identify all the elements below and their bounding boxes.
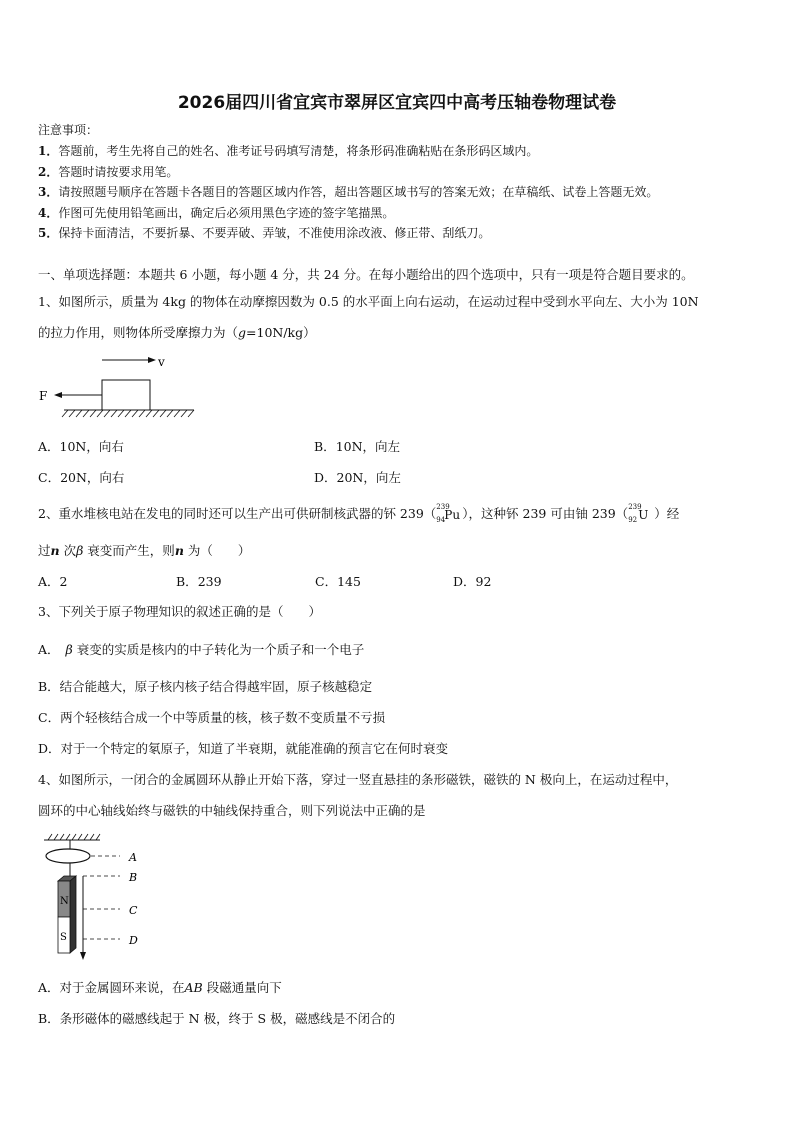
question-1-stem-cont: 的拉力作用，则物体所受摩擦力为（g=10N/kg） <box>38 325 316 340</box>
question-2-stem: 2、重水堆核电站在发电的同时还可以生产出可供研制核武器的钚 239（ 239 94 Pu ），这种钚 239 可由铀 239（ 239 92 U ）经 <box>38 502 680 524</box>
notice-heading: 注意事项： <box>38 123 99 137</box>
question-2-option-b[interactable]: B．239 <box>176 574 222 589</box>
south-pole-label: S <box>60 932 67 943</box>
point-c-label: C <box>129 904 138 917</box>
question-4-stem-cont: 圆环的中心轴线始终与磁铁的中轴线保持重合，则下列说法中正确的是 <box>38 803 426 818</box>
question-3-option-b[interactable]: B．结合能越大，原子核内核子结合得越牢固，原子核越稳定 <box>38 679 373 694</box>
magnet-ring-figure <box>38 832 153 964</box>
notice-item: 5．保持卡面清洁，不要折暴、不要弄破、弄皱，不准使用涂改液、修正带、刮纸刀。 <box>38 226 491 240</box>
question-1-option-a[interactable]: A．10N，向右 <box>38 439 124 454</box>
question-4-option-b[interactable]: B．条形磁体的磁感线起于 N 极，终于 S 极，磁感线是不闭合的 <box>38 1011 396 1026</box>
point-a-label: A <box>129 851 137 864</box>
north-pole-label: N <box>60 896 69 907</box>
notice-item: 2．答题时请按要求用笔。 <box>38 165 179 179</box>
notice-item: 1．答题前，考生先将自己的姓名、准考证号码填写清楚，将条形码准确粘贴在条形码区域内。 <box>38 144 539 158</box>
uranium-nuclide: 239 92 U <box>628 502 649 524</box>
question-1-option-b[interactable]: B．10N，向左 <box>314 439 401 454</box>
question-3-stem: 3、下列关于原子物理知识的叙述正确的是（ ） <box>38 604 321 619</box>
point-d-label: D <box>129 934 138 947</box>
plutonium-nuclide: 239 94 Pu <box>436 502 461 524</box>
question-3-option-a[interactable]: A． β 衰变的实质是核内的中子转化为一个质子和一个电子 <box>38 642 365 657</box>
question-2-option-d[interactable]: D．92 <box>453 574 492 589</box>
question-4-stem: 4、如图所示，一闭合的金属圆环从静止开始下落，穿过一竖直悬挂的条形磁铁，磁铁的 N 极向上，在运动过程中， <box>38 772 678 787</box>
question-1-stem: 1、如图所示，质量为 4kg 的物体在动摩擦因数为 0.5 的水平面上向右运动，在运动过程中受到水平向左、大小为 10N <box>38 294 699 309</box>
point-b-label: B <box>129 871 138 884</box>
notice-item: 4．作图可先使用铅笔画出，确定后必须用黑色字迹的签字笔描黑。 <box>38 206 395 220</box>
question-2-option-a[interactable]: A．2 <box>38 574 68 589</box>
metal-ring <box>46 849 90 863</box>
question-2-stem-cont: 过n 次β 衰变而产生，则n 为（ ） <box>38 543 251 558</box>
page-title: 2026届四川省宜宾市翠屏区宜宾四中高考压轴卷物理试卷 <box>177 93 617 113</box>
question-3-option-c[interactable]: C．两个轻核结合成一个中等质量的核，核子数不变质量不亏损 <box>38 710 386 725</box>
section-heading: 一、单项选择题：本题共 6 小题，每小题 4 分，共 24 分。在每小题给出的四个选项中，只有一项是符合题目要求的。 <box>38 267 694 282</box>
question-1-option-d[interactable]: D．20N，向左 <box>314 470 401 485</box>
velocity-label: v <box>158 355 165 369</box>
question-1-option-c[interactable]: C．20N，向右 <box>38 470 125 485</box>
block-on-surface-figure <box>36 350 206 420</box>
question-4-option-a[interactable]: A．对于金属圆环来说，在AB 段磁通量向下 <box>38 980 282 995</box>
question-2-option-c[interactable]: C．145 <box>315 574 361 589</box>
question-3-option-d[interactable]: D．对于一个特定的氡原子，知道了半衰期，就能准确的预言它在何时衰变 <box>38 741 449 756</box>
notice-item: 3．请按照题号顺序在答题卡各题目的答题区域内作答，超出答题区域书写的答案无效；在草稿纸、试卷上答题无效。 <box>38 185 659 199</box>
force-label: F <box>39 389 48 403</box>
